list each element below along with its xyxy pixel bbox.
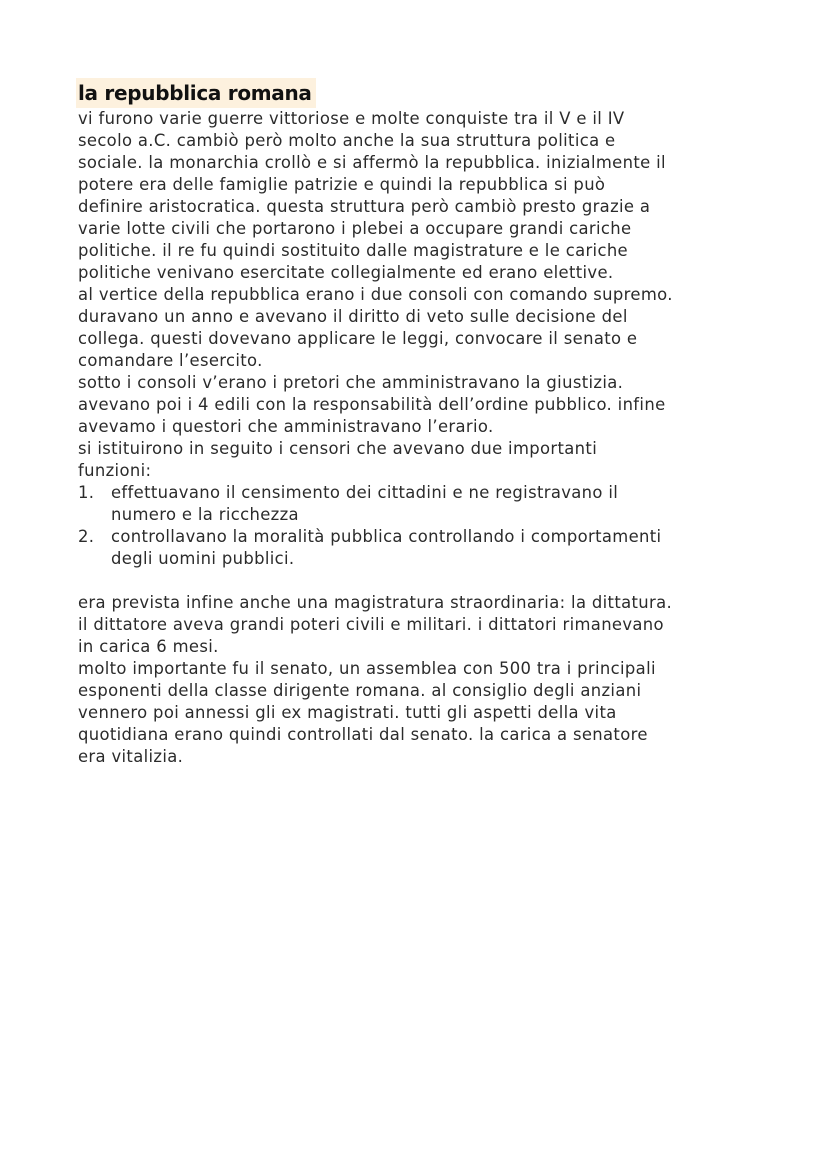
text-line: al vertice della repubblica erano i due consoli con comando supremo.: [78, 285, 673, 304]
page-title: la repubblica romana: [76, 78, 316, 108]
text-line: era prevista infine anche una magistratura straordinaria: la dittatura.: [78, 593, 673, 612]
text-line: il dittatore aveva grandi poteri civili e militari. i dittatori rimanevano: [78, 615, 664, 634]
text-line: esponenti della classe dirigente romana. al consiglio degli anziani: [78, 681, 642, 700]
text-line: potere era delle famiglie patrizie e quindi la repubblica si può: [78, 175, 606, 194]
list-number: 1.: [78, 483, 95, 502]
text-line: politiche. il re fu quindi sostituito dalle magistrature e le cariche: [78, 241, 628, 260]
list-item: [78, 482, 778, 526]
text-line: sotto i consoli v’erano i pretori che amministravano la giustizia.: [78, 373, 624, 392]
text-line: definire aristocratica. questa struttura però cambiò presto grazie a: [78, 197, 651, 216]
text-line: numero e la ricchezza: [111, 505, 299, 524]
text-line: si istituirono in seguito i censori che avevano due importanti: [78, 439, 598, 458]
paragraph-origins: [78, 108, 778, 284]
document-page: [78, 78, 778, 768]
text-line: era vitalizia.: [78, 747, 184, 766]
text-line: funzioni:: [78, 461, 152, 480]
paragraph-senate: [78, 658, 778, 768]
text-line: avevano poi i 4 edili con la responsabilità dell’ordine pubblico. infine: [78, 395, 666, 414]
text-line: politiche venivano esercitate collegialmente ed erano elettive.: [78, 263, 614, 282]
paragraph-magistrates: [78, 372, 778, 438]
text-line: sociale. la monarchia crollò e si affermò la repubblica. inizialmente il: [78, 153, 666, 172]
text-line: molto importante fu il senato, un assemblea con 500 tra i principali: [78, 659, 656, 678]
paragraph-dictatorship: [78, 592, 778, 658]
paragraph-gap: [78, 570, 778, 592]
text-line: quotidiana erano quindi controllati dal senato. la carica a senatore: [78, 725, 648, 744]
text-line: controllavano la moralità pubblica controllando i comportamenti: [111, 527, 662, 546]
list-item: [78, 526, 778, 570]
list-number: 2.: [78, 527, 95, 546]
paragraph-consuls: [78, 284, 778, 372]
paragraph-censors: [78, 438, 778, 482]
text-line: vennero poi annessi gli ex magistrati. tutti gli aspetti della vita: [78, 703, 617, 722]
text-line: varie lotte civili che portarono i plebei a occupare grandi cariche: [78, 219, 632, 238]
text-line: collega. questi dovevano applicare le leggi, convocare il senato e: [78, 329, 638, 348]
text-line: vi furono varie guerre vittoriose e molte conquiste tra il V e il IV: [78, 109, 625, 128]
text-line: duravano un anno e avevano il diritto di veto sulle decisione del: [78, 307, 628, 326]
text-line: comandare l’esercito.: [78, 351, 263, 370]
text-line: in carica 6 mesi.: [78, 637, 219, 656]
document-body: [78, 108, 778, 768]
text-line: secolo a.C. cambiò però molto anche la sua struttura politica e: [78, 131, 616, 150]
text-line: degli uomini pubblici.: [111, 549, 295, 568]
text-line: effettuavano il censimento dei cittadini e ne registravano il: [111, 483, 619, 502]
text-line: avevamo i questori che amministravano l’erario.: [78, 417, 494, 436]
censor-functions-list: [78, 482, 778, 570]
